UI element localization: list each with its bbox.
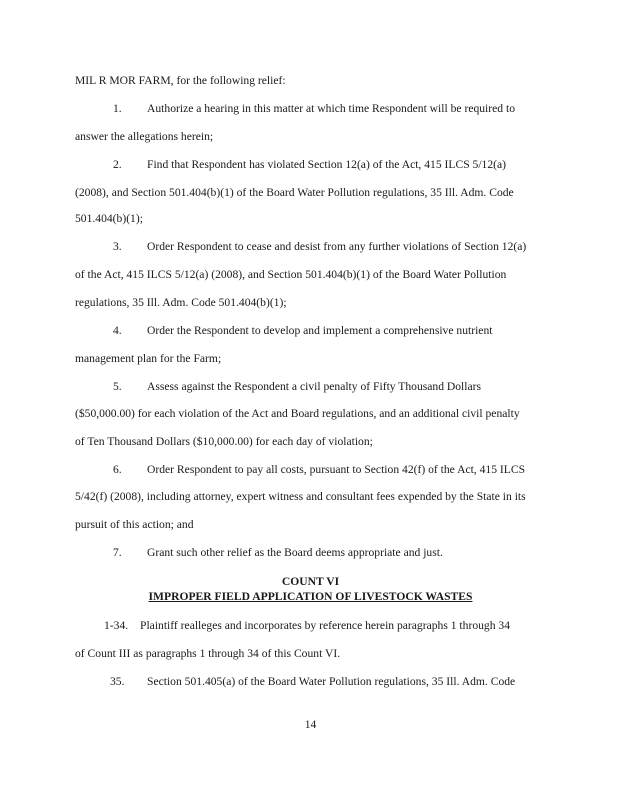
item-2-line-2: (2008), and Section 501.404(b)(1) of the Board Water Pollution regulations, 35 Ill. Adm. Code: [75, 186, 514, 199]
item-7-number: 7.: [113, 546, 122, 559]
item-4-line-2: management plan for the Farm;: [75, 352, 222, 365]
item-3-line-1: Order Respondent to cease and desist from any further violations of Section 12(a): [147, 240, 527, 253]
item-7-line-1: Grant such other relief as the Board deems appropriate and just.: [147, 546, 443, 559]
item-3-number: 3.: [113, 240, 122, 253]
item-3-line-2: of the Act, 415 ILCS 5/12(a) (2008), and Section 501.404(b)(1) of the Board Water Pollution: [75, 268, 507, 281]
count-subheading: IMPROPER FIELD APPLICATION OF LIVESTOCK WASTES: [148, 590, 473, 603]
item-4-line-1: Order the Respondent to develop and implement a comprehensive nutrient: [147, 324, 493, 337]
count-heading: COUNT VI: [281, 575, 340, 588]
item-1-line-2: answer the allegations herein;: [75, 130, 214, 143]
item-2-line-3: 501.404(b)(1);: [75, 212, 143, 225]
item-1-line-1: Authorize a hearing in this matter at which time Respondent will be required to: [147, 102, 515, 115]
item-2-number: 2.: [113, 158, 122, 171]
item-5-line-3: of Ten Thousand Dollars ($10,000.00) for each day of violation;: [75, 435, 373, 448]
item-6-line-2: 5/42(f) (2008), including attorney, expert witness and consultant fees expended by the State in its: [75, 490, 526, 503]
item-3-line-3: regulations, 35 Ill. Adm. Code 501.404(b)(1);: [75, 296, 287, 309]
item-2-line-1: Find that Respondent has violated Section 12(a) of the Act, 415 ILCS 5/12(a): [147, 158, 507, 171]
item-6-number: 6.: [113, 463, 122, 476]
para-35-line-1: Section 501.405(a) of the Board Water Pollution regulations, 35 Ill. Adm. Code: [147, 675, 516, 688]
item-4-number: 4.: [113, 324, 122, 337]
item-5-line-2: ($50,000.00) for each violation of the Act and Board regulations, and an additional civil penalty: [75, 407, 520, 420]
item-1-number: 1.: [113, 102, 122, 115]
item-5-line-1: Assess against the Respondent a civil penalty of Fifty Thousand Dollars: [147, 380, 482, 393]
para-35-number: 35.: [110, 675, 125, 688]
item-6-line-1: Order Respondent to pay all costs, pursuant to Section 42(f) of the Act, 415 ILCS: [147, 463, 526, 476]
intro-text: MIL R MOR FARM, for the following relief:: [75, 74, 286, 87]
item-6-line-3: pursuit of this action; and: [75, 518, 194, 531]
para-1-34-line-1: Plaintiff realleges and incorporates by reference herein paragraphs 1 through 34: [140, 619, 510, 632]
page-number: 14: [304, 718, 317, 731]
para-1-34-number: 1-34.: [104, 619, 129, 632]
para-1-34-line-2: of Count III as paragraphs 1 through 34 of this Count VI.: [75, 647, 341, 660]
item-5-number: 5.: [113, 380, 122, 393]
